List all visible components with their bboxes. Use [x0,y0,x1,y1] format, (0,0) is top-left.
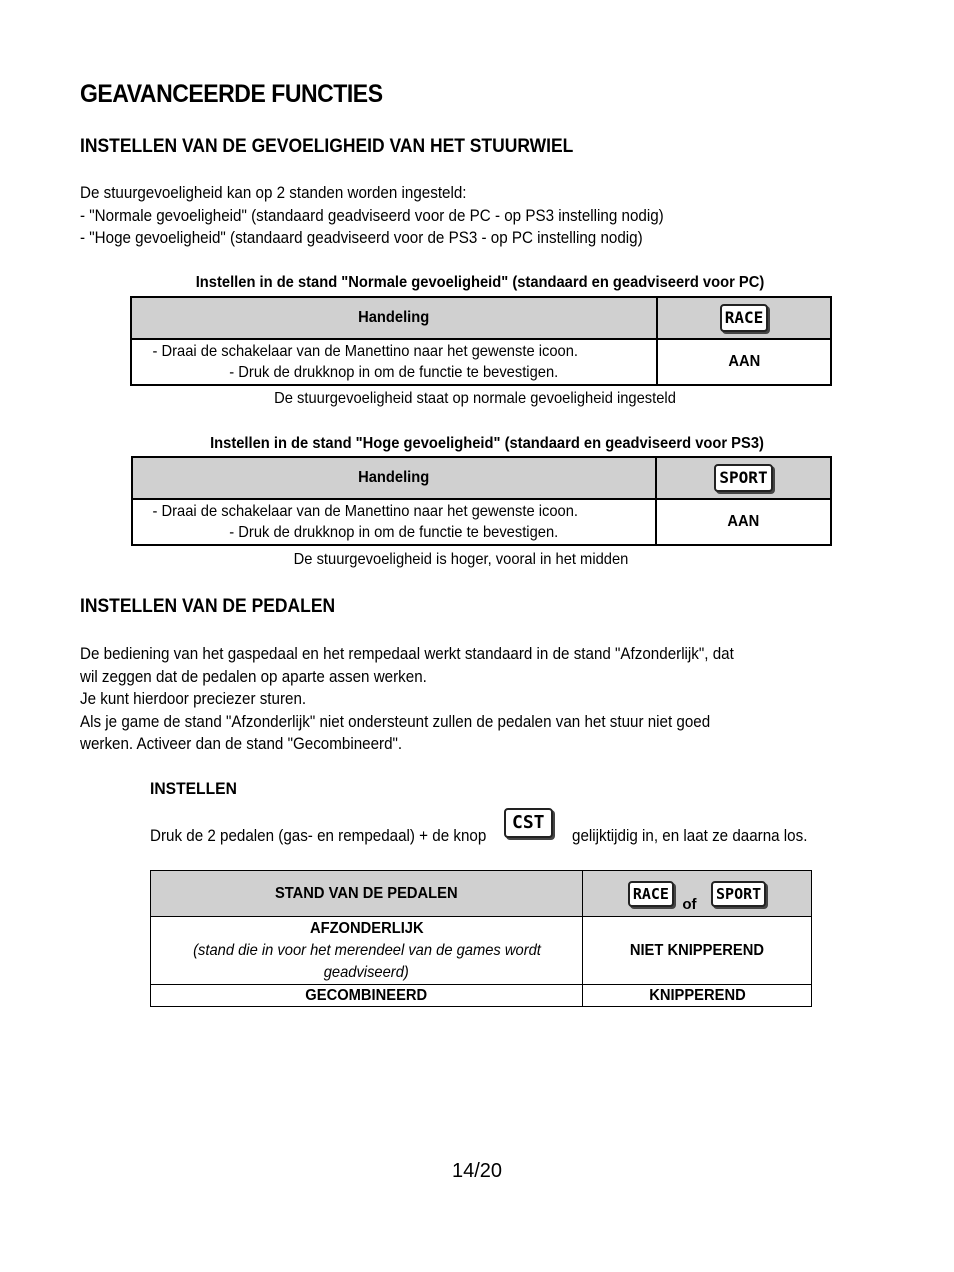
paragraph-line: werken. Activeer dan de stand "Gecombineerd". [80,735,403,753]
table-pedal-state [150,870,812,1007]
table-note-high: De stuurgevoeligheid is hoger, vooral in het midden [293,551,629,568]
action-line: - Draai de schakelaar van de Manettino naar het gewenste icoon. [152,343,578,360]
mode-icons-cell [583,871,812,917]
or-label: of [682,895,697,913]
table-caption-normal: Instellen in de stand "Normale gevoeligheid" (standaard en geadviseerd voor PC) [195,274,765,291]
paragraph-line: Als je game de stand "Afzonderlijk" niet ondersteunt zullen de pedalen van het stuur niet goed [80,712,711,731]
pedals-intro [80,643,791,756]
table-normal-sensitivity [130,296,832,386]
action-line: - Druk de drukknop in om de functie te bevestigen. [229,524,559,541]
table-header: Handeling [131,297,657,339]
state-cell: KNIPPEREND [583,985,812,1007]
paragraph-line: De bediening van het gaspedaal en het rempedaal werkt standaard in de stand "Afzonderlijk", dat [80,645,734,663]
row-note: geadviseerd) [323,963,410,981]
instruction-text-before: Druk de 2 pedalen (gas- en rempedaal) + de knop [150,827,487,845]
state-cell: AAN [656,499,831,545]
row-note: (stand die in voor het merendeel van de games wordt [192,941,541,959]
action-line: - Draai de schakelaar van de Manettino naar het gewenste icoon. [152,503,578,520]
section-heading-steering: INSTELLEN VAN DE GEVOELIGHEID VAN HET STUURWIEL [80,136,574,157]
state-cell: AAN [657,339,831,385]
steering-intro [80,182,715,250]
paragraph-line: - "Hoge gevoeligheid" (standaard geadviseerd voor de PS3 - op PC instelling nodig) [80,229,643,247]
table-row-combined: GECOMBINEERD [151,985,583,1007]
subheading-instellen: INSTELLEN [150,779,237,798]
paragraph-line: wil zeggen dat de pedalen op aparte assen werken. [80,667,427,686]
action-line: - Druk de drukknop in om de functie te bevestigen. [229,364,559,381]
table-header: Handeling [132,457,656,499]
table-header: STAND VAN DE PEDALEN [151,871,583,917]
race-icon: RACE [628,881,674,907]
sport-icon: SPORT [656,457,831,499]
sport-icon: SPORT [711,881,766,907]
cst-button-icon: CST [504,808,553,838]
table-caption-high: Instellen in de stand "Hoge gevoeligheid" (standaard en geadviseerd voor PS3) [210,435,764,452]
row-title: AFZONDERLIJK [309,919,424,937]
page-title: GEAVANCEERDE FUNCTIES [80,80,383,108]
paragraph-line: Je kunt hierdoor preciezer sturen. [80,690,307,708]
paragraph-line: - "Normale gevoeligheid" (standaard geadviseerd voor de PC - op PS3 instelling nodig) [80,206,664,225]
table-action-cell [131,339,657,385]
table-high-sensitivity [131,456,832,546]
page-number: 14/20 [451,1160,503,1182]
section-heading-pedals: INSTELLEN VAN DE PEDALEN [80,596,336,617]
state-cell: NIET KNIPPEREND [583,917,812,985]
table-note-normal: De stuurgevoeligheid staat op normale gevoeligheid ingesteld [274,390,676,407]
paragraph-line: De stuurgevoeligheid kan op 2 standen worden ingesteld: [80,184,467,202]
instruction-text-after: gelijktijdig in, en laat ze daarna los. [572,827,808,845]
race-icon: RACE [657,297,831,339]
table-action-cell [132,499,656,545]
table-row-separate [151,917,583,985]
